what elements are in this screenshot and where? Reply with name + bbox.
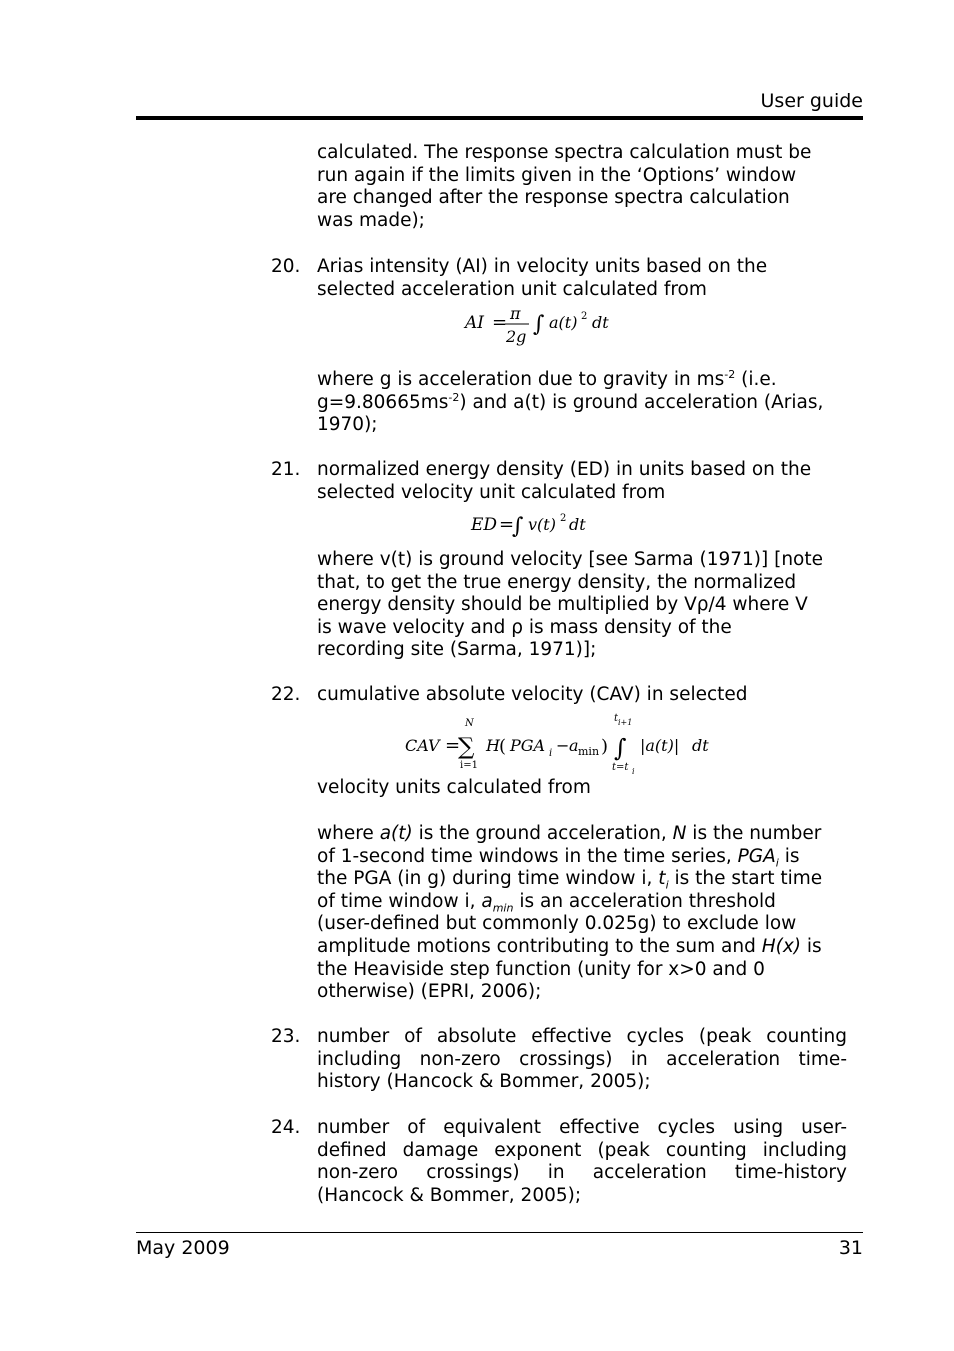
text-line xyxy=(317,823,847,846)
sum-upper-limit: N xyxy=(465,718,474,729)
paren-open: ( xyxy=(499,736,507,757)
superscript: -2 xyxy=(724,367,736,381)
text-span: is the number xyxy=(686,823,822,844)
text-span: is the ground acceleration, xyxy=(412,823,673,844)
item-number: 20. xyxy=(271,256,301,277)
text-span: of time window i, xyxy=(317,890,482,912)
formula-body: a(t) xyxy=(549,313,578,332)
text-line: where v(t) is ground velocity [see Sarma (1971)] [note xyxy=(317,549,824,570)
text-span: g=9.80665ms xyxy=(317,391,449,413)
text-line: (user-defined but commonly 0.025g) to exclude low xyxy=(317,913,797,935)
sum-lower-limit: i=1 xyxy=(460,760,478,771)
text-span: the PGA (in g) during time window i, xyxy=(317,868,659,890)
item-number: 22. xyxy=(271,684,301,705)
integral-lower-limit-subscript: i xyxy=(632,767,635,776)
text-line: (Hancock & Bommer, 2005); xyxy=(317,1184,582,1206)
item-number: 23. xyxy=(271,1026,301,1047)
text-span: t xyxy=(658,868,666,890)
formula-pga: PGA xyxy=(510,736,546,755)
header-rule xyxy=(136,116,863,120)
paren-close: ) xyxy=(601,736,609,757)
text-span: (i.e. xyxy=(735,369,777,390)
integral-sign: ∫ xyxy=(512,514,524,539)
heaviside-h: H xyxy=(486,736,500,755)
text-line: that, to get the true energy density, the normalized xyxy=(317,571,797,593)
footer-date: May 2009 xyxy=(136,1237,230,1259)
continuation-paragraph xyxy=(317,142,847,232)
formula-abs-body: |a(t)| xyxy=(640,736,680,755)
formula-exponent: 2 xyxy=(581,311,588,322)
formula-denominator: 2g xyxy=(506,327,527,346)
text-span: is the start time xyxy=(668,868,823,890)
text-line: otherwise) (EPRI, 2006); xyxy=(317,981,542,1003)
item-number: 21. xyxy=(271,459,301,480)
text-line: is wave velocity and ρ is mass density of the xyxy=(317,616,732,638)
text-line: recording site (Sarma, 1971)]; xyxy=(317,639,597,661)
text-line: non-zero crossings) in acceleration time-history xyxy=(317,1162,847,1184)
subscript: min xyxy=(492,901,514,915)
item-number: 24. xyxy=(271,1117,301,1138)
formula-dt: dt xyxy=(692,736,709,755)
formula-equals: = xyxy=(445,735,461,756)
formula-lhs: ED xyxy=(471,515,498,535)
text-line: 1970); xyxy=(317,414,378,436)
text-line: Arias intensity (AI) in velocity units based on the xyxy=(317,256,768,277)
text-line xyxy=(317,891,847,914)
formula-numerator: π xyxy=(510,304,521,323)
item-22-intro xyxy=(317,684,847,707)
text-span: of 1-second time windows in the time series, xyxy=(317,845,738,867)
text-line xyxy=(317,868,847,891)
cav-formula xyxy=(402,712,722,780)
formula-equals: = xyxy=(492,312,508,333)
text-line: velocity units calculated from xyxy=(317,777,591,798)
text-line xyxy=(317,936,847,959)
item-23-text xyxy=(317,1026,847,1094)
subscript: i xyxy=(775,856,779,870)
formula-dt: dt xyxy=(569,515,586,534)
text-line: including non-zero crossings) in acceleration time- xyxy=(317,1048,847,1070)
arias-intensity-formula xyxy=(462,300,622,348)
text-line: number of equivalent effective cycles using user- xyxy=(317,1117,847,1138)
item-21-where xyxy=(317,549,847,662)
formula-lhs: CAV xyxy=(405,736,440,755)
page-number: 31 xyxy=(838,1237,863,1259)
formula-pga-subscript: i xyxy=(549,748,553,759)
text-line: cumulative absolute velocity (CAV) in selected xyxy=(317,684,748,705)
text-line: selected velocity unit calculated from xyxy=(317,481,666,503)
integral-sign: ∫ xyxy=(614,734,627,762)
formula-a: a xyxy=(569,736,579,755)
text-line: energy density should be multiplied by Vρ/4 where V xyxy=(317,594,808,616)
text-span: amplitude motions contributing to the sum and xyxy=(317,935,762,957)
text-span: is an acceleration threshold xyxy=(513,890,776,912)
text-line xyxy=(317,392,847,415)
text-line: defined damage exponent (peak counting including xyxy=(317,1139,847,1161)
text-line: number of absolute effective cycles (peak counting xyxy=(317,1026,847,1047)
energy-density-formula xyxy=(468,506,598,542)
item-24-text xyxy=(317,1117,847,1207)
integral-sign: ∫ xyxy=(533,312,545,337)
text-span: N xyxy=(672,823,687,844)
formula-dt: dt xyxy=(592,313,609,332)
header-title: User guide xyxy=(760,90,863,112)
formula-exponent: 2 xyxy=(560,513,567,524)
text-span: is xyxy=(801,935,822,957)
text-line: calculated. The response spectra calculation must be xyxy=(317,142,812,163)
item-22-where xyxy=(317,823,847,1004)
text-line: are changed after the response spectra calculation xyxy=(317,187,790,209)
subscript: i xyxy=(665,878,669,892)
text-span: where xyxy=(317,823,380,844)
formula-body: v(t) xyxy=(528,515,556,534)
text-line xyxy=(317,846,847,869)
text-line: was made); xyxy=(317,209,425,231)
text-line: selected acceleration unit calculated from xyxy=(317,278,707,300)
item-22-after-formula xyxy=(317,777,847,800)
footer-rule xyxy=(136,1232,863,1233)
text-line xyxy=(317,369,847,392)
integral-upper-limit-subscript: i+1 xyxy=(618,718,633,727)
sum-sign: ∑ xyxy=(458,734,475,760)
formula-lhs: AI xyxy=(465,313,484,333)
item-20-intro xyxy=(317,256,847,301)
text-line: normalized energy density (ED) in units based on the xyxy=(317,459,812,480)
formula-minus: − xyxy=(556,736,570,755)
text-line: run again if the limits given in the ‘Options’ window xyxy=(317,164,797,186)
text-line: history (Hancock & Bommer, 2005); xyxy=(317,1071,651,1093)
text-span: a(t) xyxy=(379,823,413,844)
text-span: PGA xyxy=(737,845,776,867)
text-span: where g is acceleration due to gravity in ms xyxy=(317,369,725,390)
text-span: ) and a(t) is ground acceleration (Arias, xyxy=(459,391,824,413)
text-span: is xyxy=(778,845,800,867)
item-21-intro xyxy=(317,459,847,504)
formula-equals: = xyxy=(499,514,515,535)
integral-lower-limit: t=t xyxy=(612,762,629,773)
text-span: a xyxy=(481,890,493,912)
text-line: the Heaviside step function (unity for x>0 and 0 xyxy=(317,958,765,980)
text-span: H(x) xyxy=(761,935,802,957)
item-20-where xyxy=(317,369,847,437)
formula-min-subscript: min xyxy=(578,745,600,758)
integral-upper-limit: t xyxy=(614,713,619,724)
superscript: -2 xyxy=(448,390,460,404)
